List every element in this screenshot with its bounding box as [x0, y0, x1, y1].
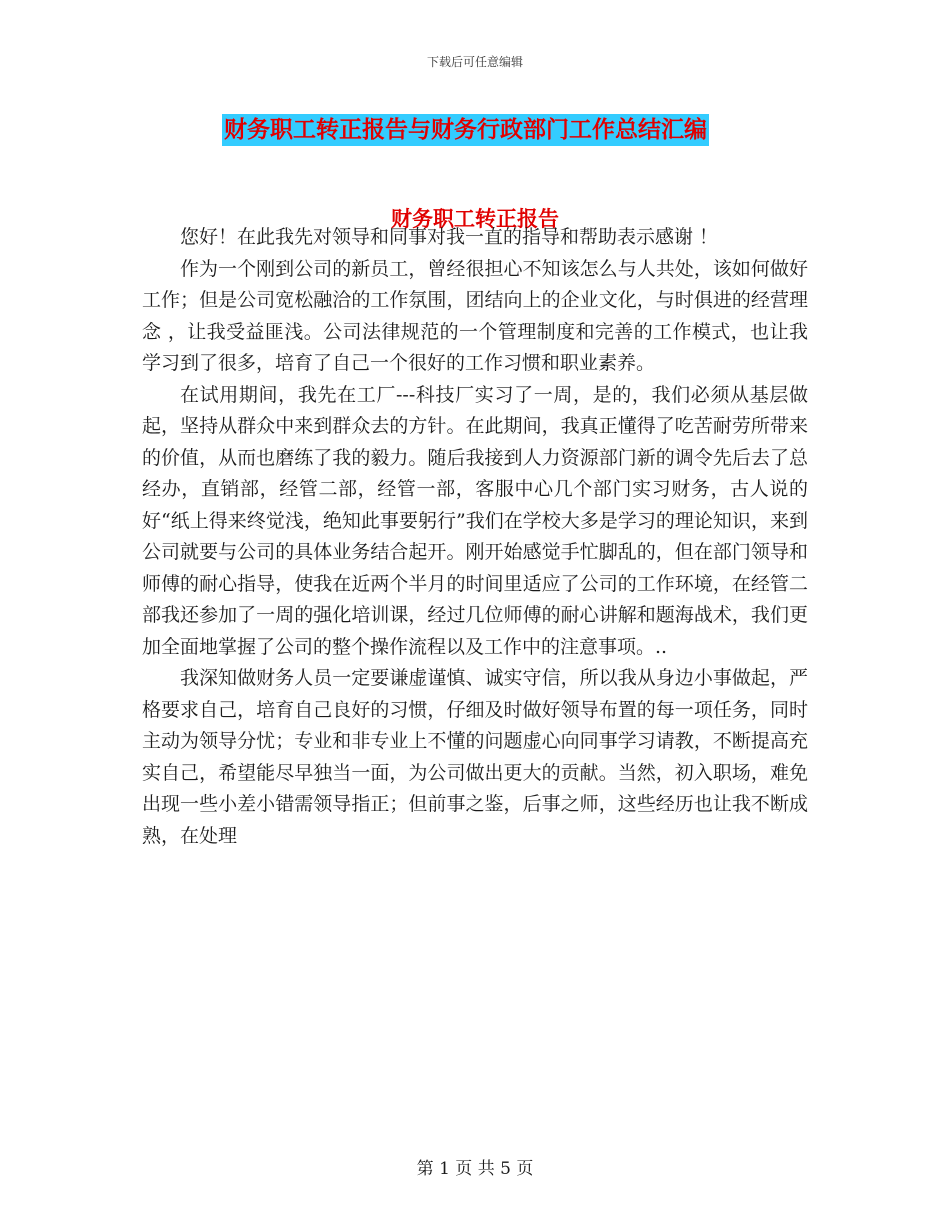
paragraph-greeting: 您好！在此我先对领导和同事对我一直的指导和帮助表示感谢 ！ [180, 226, 719, 248]
page-number-footer: 第 1 页 共 5 页 [416, 1159, 534, 1179]
paragraph-probation: 在试用期间，我先在工厂---科技厂实习了一周，是的，我们必须从基层做起，坚持从群众中来到群众去的方针。在此期间，我真正懂得了吃苦耐劳所带来的价值，从而也磨练了我的毅力。随后我接到人力资源部门新的调令先后去了总经办，直销部，经管二部，经管一部，客服中心几个部门实习财务，古人说的好“纸上得来终觉浅，绝知此事要躬行”我们在学校大多是学习的理论知识，来到公司就要与公司的具体业务结合起开。刚开始感觉手忙脚乱的，但在部门领导和师傅的耐心指导，使我在近两个半月的时间里适应了公司的工作环境，在经管二部我还参加了一周的强化培训课，经过几位师傅的耐心讲解和题海战术，我们更加全面地掌握了公司的整个操作流程以及工作中的注意事项。.. [142, 383, 808, 658]
document-title: 财务职工转正报告与财务行政部门工作总结汇编 [222, 114, 709, 146]
paragraph-attitude: 我深知做财务人员一定要谦虚谨慎、诚实守信，所以我从身边小事做起，严格要求自己，培育自己良好的习惯，仔细及时做好领导布置的每一项任务，同时主动为领导分忧；专业和非专业上不懂的问题虚心向同事学习请教，不断提高充实自己，希望能尽早独当一面，为公司做出更大的贡献。当然，初入职场，难免出现一些小差小错需领导指正；但前事之鉴，后事之师，这些经历也让我不断成熟，在处理 [142, 667, 808, 847]
section-title: 财务职工转正报告 [391, 206, 559, 231]
header-note: 下载后可任意编辑 [426, 55, 523, 69]
document-body [142, 222, 808, 852]
paragraph-intro: 作为一个刚到公司的新员工，曾经很担心不知该怎么与人共处，该如何做好工作；但是公司宽松融洽的工作氛围，团结向上的企业文化，与时俱进的经营理念 ，让我受益匪浅。公司法律规范的一个管理制度和完善的工作模式，也让我学习到了很多，培育了自己一个很好的工作习惯和职业素养。 [142, 257, 808, 374]
